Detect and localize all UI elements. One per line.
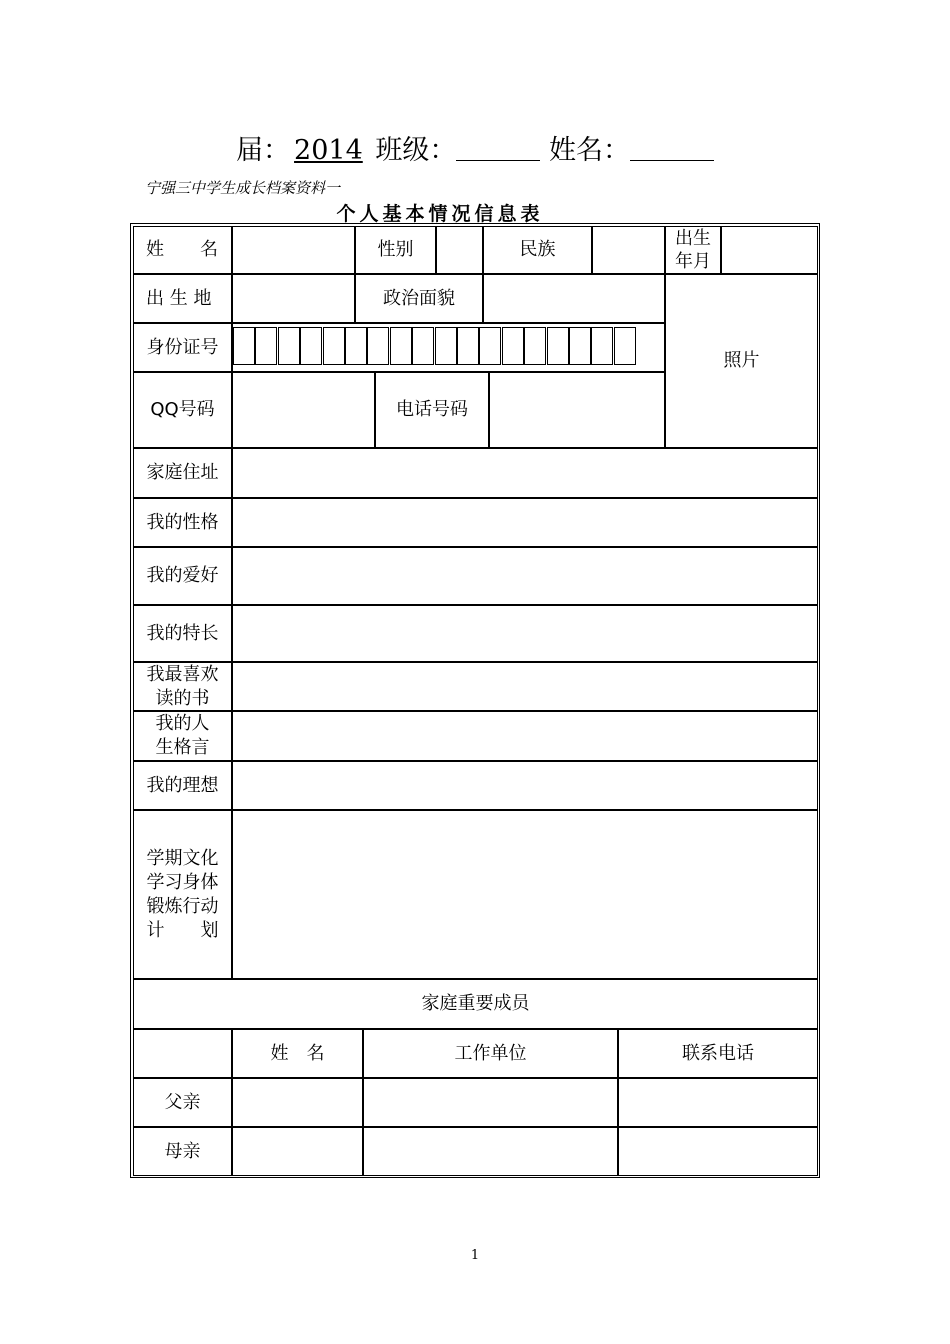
motto-value-cell[interactable] [232, 711, 818, 761]
specialty-label-cell: 我的特长 [133, 605, 232, 662]
mother-name-cell[interactable] [232, 1127, 363, 1176]
id-digit-box[interactable] [479, 327, 501, 365]
id-digit-box[interactable] [457, 327, 479, 365]
family-header-phone: 联系电话 [618, 1029, 818, 1078]
ideal-label-cell: 我的理想 [133, 761, 232, 810]
name-value-cell[interactable] [232, 226, 355, 274]
class-label: 班级： [375, 135, 457, 166]
mother-workplace-cell[interactable] [363, 1127, 618, 1176]
id-digit-box[interactable] [390, 327, 412, 365]
id-digit-box[interactable] [614, 327, 636, 365]
family-header-name: 姓 名 [232, 1029, 363, 1078]
mother-phone-cell[interactable] [618, 1127, 818, 1176]
address-value-cell[interactable] [232, 448, 818, 498]
id-digit-box[interactable] [233, 327, 255, 365]
motto-label-cell: 我的人 生格言 [133, 711, 232, 761]
id-digit-box[interactable] [502, 327, 524, 365]
id-label-cell: 身份证号 [133, 323, 232, 372]
id-digit-box[interactable] [345, 327, 367, 365]
class-blank[interactable] [456, 136, 540, 161]
mother-label-cell: 母亲 [133, 1127, 232, 1176]
birth-value-cell[interactable] [721, 226, 818, 274]
gender-label-cell: 性别 [355, 226, 436, 274]
father-name-cell[interactable] [232, 1078, 363, 1127]
father-label-cell: 父亲 [133, 1078, 232, 1127]
phone-label-cell: 电话号码 [375, 372, 489, 448]
specialty-value-cell[interactable] [232, 605, 818, 662]
family-header-workplace: 工作单位 [363, 1029, 618, 1078]
phone-value-cell[interactable] [489, 372, 665, 448]
id-digit-box[interactable] [255, 327, 277, 365]
plan-label-cell: 学期文化 学习身体 锻炼行动 计 划 [133, 810, 232, 979]
birthplace-value-cell[interactable] [232, 274, 355, 323]
name-label-cell: 姓 名 [133, 226, 232, 274]
ideal-value-cell[interactable] [232, 761, 818, 810]
archive-header [0, 128, 950, 167]
address-label-cell: 家庭住址 [133, 448, 232, 498]
ethnicity-label-cell: 民族 [483, 226, 592, 274]
father-workplace-cell[interactable] [363, 1078, 618, 1127]
favorite-book-label-cell: 我最喜欢 读的书 [133, 662, 232, 711]
archive-subtitle: 宁强三中学生成长档案资料一 [145, 179, 341, 197]
id-digit-box[interactable] [591, 327, 613, 365]
political-label-cell: 政治面貌 [355, 274, 483, 323]
hobby-label-cell: 我的爱好 [133, 547, 232, 605]
birthplace-label-cell: 出 生 地 [133, 274, 232, 323]
family-section-title: 家庭重要成员 [133, 979, 818, 1029]
personality-value-cell[interactable] [232, 498, 818, 547]
favorite-book-value-cell[interactable] [232, 662, 818, 711]
year-value: 2014 [294, 135, 363, 166]
year-prefix: 届： [236, 135, 291, 166]
ethnicity-value-cell[interactable] [592, 226, 665, 274]
id-digit-box[interactable] [524, 327, 546, 365]
birth-label-cell: 出生 年月 [665, 226, 721, 274]
id-digit-box[interactable] [412, 327, 434, 365]
family-header-blank [133, 1029, 232, 1078]
political-value-cell[interactable] [483, 274, 665, 323]
hobby-value-cell[interactable] [232, 547, 818, 605]
form-title: 个人基本情况信息表 [336, 203, 544, 225]
father-phone-cell[interactable] [618, 1078, 818, 1127]
qq-label-cell: QQ号码 [133, 372, 232, 448]
id-digit-box[interactable] [367, 327, 389, 365]
name-blank[interactable] [630, 136, 714, 161]
id-digit-box[interactable] [278, 327, 300, 365]
qq-value-cell[interactable] [232, 372, 375, 448]
page-number: 1 [470, 1248, 480, 1263]
id-digit-box[interactable] [547, 327, 569, 365]
plan-value-cell[interactable] [232, 810, 818, 979]
id-digit-box[interactable] [300, 327, 322, 365]
id-digit-box[interactable] [435, 327, 457, 365]
id-digit-box[interactable] [569, 327, 591, 365]
photo-cell[interactable]: 照片 [665, 274, 818, 448]
personality-label-cell: 我的性格 [133, 498, 232, 547]
name-label: 姓名： [548, 135, 630, 166]
gender-value-cell[interactable] [436, 226, 483, 274]
id-digit-box[interactable] [323, 327, 345, 365]
